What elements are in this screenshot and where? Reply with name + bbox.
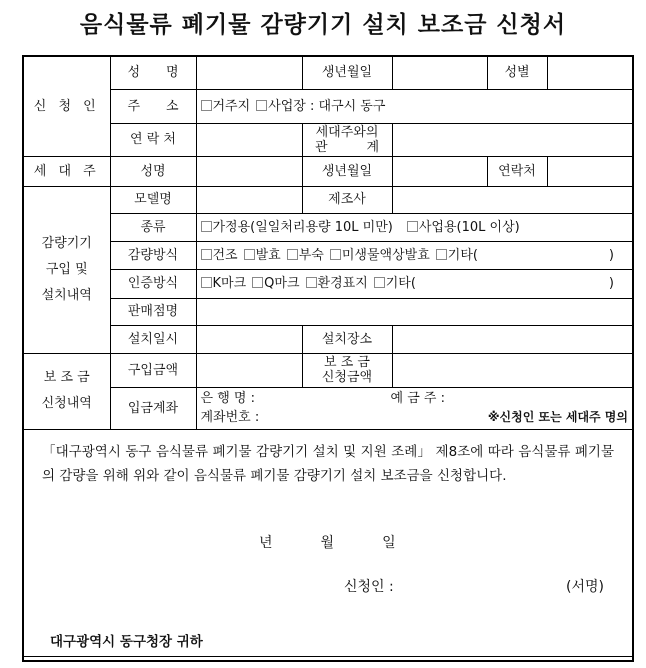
method-other-label: 기타( xyxy=(447,247,478,263)
relation-label xyxy=(302,123,392,156)
applicant-birth-field[interactable] xyxy=(392,56,487,89)
householder-section-label: 세 대 주 xyxy=(23,156,110,186)
request-field[interactable] xyxy=(392,353,633,387)
store-field[interactable] xyxy=(196,298,633,325)
kmark-checkbox[interactable] xyxy=(201,277,212,288)
request-label xyxy=(302,353,392,387)
device-section-line1: 감량기기 xyxy=(41,235,92,251)
name-label: 성 명 xyxy=(110,56,196,89)
account-field[interactable] xyxy=(196,387,633,429)
microbial-label: 미생물액상발효 xyxy=(341,247,430,263)
holder-label: 예 금 주 : xyxy=(390,391,445,406)
residence-checkbox[interactable] xyxy=(201,100,212,111)
signature-line[interactable] xyxy=(344,580,604,595)
month-label: 월 xyxy=(320,534,335,551)
gender-label: 성별 xyxy=(487,56,547,89)
device-section-line3: 설치내역 xyxy=(41,287,92,303)
hh-contact-field[interactable] xyxy=(547,156,633,186)
install-date-label: 설치일시 xyxy=(110,325,196,353)
close-paren: ) xyxy=(608,247,614,263)
ecolabel-checkbox[interactable] xyxy=(306,277,317,288)
composting-checkbox[interactable] xyxy=(287,249,298,260)
method-other-checkbox[interactable] xyxy=(436,249,447,260)
device-section-label xyxy=(23,186,110,353)
install-place-label: 설치장소 xyxy=(302,325,392,353)
form-title: 음식물류 폐기물 감량기기 설치 보조금 신청서 xyxy=(79,11,567,38)
method-label: 감량방식 xyxy=(110,241,196,269)
device-section-line2: 구입 및 xyxy=(45,261,88,277)
business-label: 사업장 : 대구시 동구 xyxy=(268,98,386,114)
account-note: ※신청인 또는 세대주 명의 xyxy=(487,410,628,424)
fermentation-checkbox[interactable] xyxy=(244,249,255,260)
household-label: 가정용(일일처리용량 10L 미만) xyxy=(212,219,393,235)
hh-contact-label: 연락처 xyxy=(487,156,547,186)
subsidy-section-line1: 보 조 금 xyxy=(43,370,90,385)
model-label: 모델명 xyxy=(110,186,196,213)
year-label: 년 xyxy=(259,534,273,551)
install-place-field[interactable] xyxy=(392,325,633,353)
kmark-label: K마크 xyxy=(212,276,247,291)
hh-birth-label: 생년월일 xyxy=(302,156,392,186)
fermentation-label: 발효 xyxy=(255,247,281,263)
relation-field[interactable] xyxy=(392,123,633,156)
cert-options xyxy=(196,269,633,298)
method-options xyxy=(196,241,633,269)
type-label: 종류 xyxy=(110,213,196,241)
application-form xyxy=(22,55,634,662)
commercial-checkbox[interactable] xyxy=(407,221,418,232)
cert-other-label: 기타( xyxy=(385,276,416,291)
bank-label: 은 행 명 : xyxy=(200,391,255,406)
relation-label-line1: 세대주와의 xyxy=(315,124,379,140)
request-label-line2: 신청금액 xyxy=(321,370,373,385)
close-paren: ) xyxy=(608,276,614,291)
contact-label: 연 락 처 xyxy=(110,123,196,156)
account-label: 입금계좌 xyxy=(110,387,196,429)
composting-label: 부숙 xyxy=(298,247,324,263)
applicant-contact-field[interactable] xyxy=(196,123,302,156)
date-line[interactable] xyxy=(259,536,444,551)
applicant-gender-field[interactable] xyxy=(547,56,633,89)
maker-label: 제조사 xyxy=(302,186,392,213)
drying-label: 건조 xyxy=(212,247,238,263)
relation-label-line2: 관 계 xyxy=(314,139,380,155)
maker-field[interactable] xyxy=(392,186,633,213)
signature-label: (서명) xyxy=(566,578,604,595)
type-options xyxy=(196,213,633,241)
hh-name-label: 성명 xyxy=(110,156,196,186)
qmark-label: Q마크 xyxy=(264,276,300,291)
request-label-line1: 보 조 금 xyxy=(324,355,370,370)
hh-birth-field[interactable] xyxy=(392,156,487,186)
address-field[interactable] xyxy=(196,89,633,123)
purchase-label: 구입금액 xyxy=(110,353,196,387)
statement-area xyxy=(23,429,633,661)
model-field[interactable] xyxy=(196,186,302,213)
subsidy-section-label xyxy=(23,353,110,429)
account-no-label: 계좌번호 : xyxy=(200,410,260,425)
household-checkbox[interactable] xyxy=(201,221,212,232)
address-label: 주 소 xyxy=(110,89,196,123)
cert-other-checkbox[interactable] xyxy=(374,277,385,288)
recipient: 대구광역시 동구청장 귀하 xyxy=(50,633,203,650)
install-date-field[interactable] xyxy=(196,325,302,353)
day-label: 일 xyxy=(382,534,396,551)
applicant-section-label: 신 청 인 xyxy=(23,56,110,156)
residence-label: 거주지 xyxy=(212,98,251,114)
microbial-checkbox[interactable] xyxy=(330,249,341,260)
business-checkbox[interactable] xyxy=(256,100,267,111)
subsidy-section-line2: 신청내역 xyxy=(41,396,92,411)
signer-label: 신청인 : xyxy=(344,578,394,595)
purchase-field[interactable] xyxy=(196,353,302,387)
store-label: 판매점명 xyxy=(110,298,196,325)
birth-label: 생년월일 xyxy=(302,56,392,89)
qmark-checkbox[interactable] xyxy=(252,277,263,288)
commercial-label: 사업용(10L 이상) xyxy=(418,219,520,235)
hh-name-field[interactable] xyxy=(196,156,302,186)
cert-label: 인증방식 xyxy=(110,269,196,298)
statement-text: 「대구광역시 동구 음식물류 폐기물 감량기기 설치 및 지원 조례」 제8조에 따라 음식물류 폐기물의 감량을 위해 위와 같이 음식물류 폐기물 감량기기 설치 보조금을 신청합니다. xyxy=(42,443,614,484)
applicant-name-field[interactable] xyxy=(196,56,302,89)
ecolabel-label: 환경표지 xyxy=(317,276,368,291)
divider xyxy=(24,656,632,657)
drying-checkbox[interactable] xyxy=(201,249,212,260)
